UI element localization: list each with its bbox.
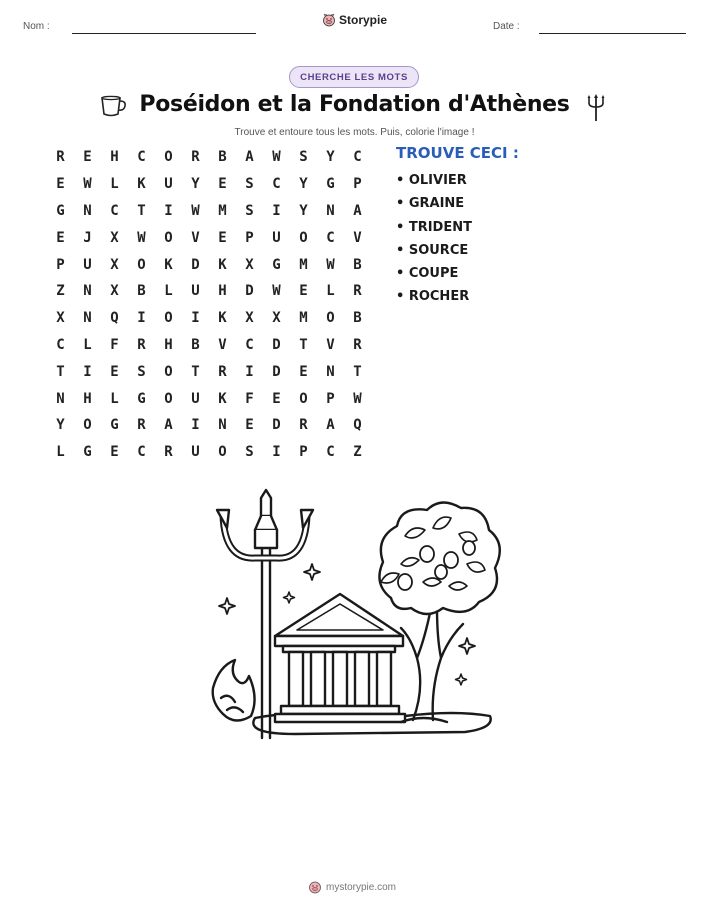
- grid-cell[interactable]: C: [272, 176, 281, 193]
- grid-cell[interactable]: G: [110, 417, 119, 434]
- grid-cell[interactable]: C: [326, 229, 335, 246]
- grid-cell[interactable]: W: [83, 176, 92, 193]
- grid-cell[interactable]: E: [218, 229, 227, 246]
- grid-cell[interactable]: U: [191, 444, 200, 461]
- grid-cell[interactable]: L: [110, 390, 119, 407]
- grid-cell[interactable]: C: [137, 444, 146, 461]
- grid-cell[interactable]: T: [353, 363, 362, 380]
- grid-cell[interactable]: U: [83, 256, 92, 273]
- pig-icon: [308, 880, 322, 894]
- grid-cell[interactable]: B: [137, 283, 146, 300]
- grid-cell[interactable]: B: [191, 336, 200, 353]
- grid-cell[interactable]: F: [245, 390, 254, 407]
- name-line[interactable]: [72, 33, 256, 34]
- grid-cell[interactable]: K: [137, 176, 146, 193]
- grid-cell[interactable]: T: [56, 363, 65, 380]
- word-list-item: • SOURCE: [396, 242, 469, 258]
- grid-cell[interactable]: M: [299, 256, 308, 273]
- grid-cell[interactable]: Z: [56, 283, 65, 300]
- grid-cell[interactable]: P: [326, 390, 335, 407]
- grid-cell[interactable]: O: [164, 390, 173, 407]
- grid-cell[interactable]: I: [137, 310, 146, 327]
- grid-cell[interactable]: H: [218, 283, 227, 300]
- grid-cell[interactable]: J: [83, 229, 92, 246]
- grid-cell[interactable]: Y: [299, 176, 308, 193]
- grid-cell[interactable]: R: [191, 149, 200, 166]
- grid-cell[interactable]: R: [56, 149, 65, 166]
- grid-cell[interactable]: N: [83, 310, 92, 327]
- grid-cell[interactable]: O: [164, 149, 173, 166]
- grid-cell[interactable]: U: [191, 390, 200, 407]
- grid-cell[interactable]: P: [299, 444, 308, 461]
- grid-cell[interactable]: K: [164, 256, 173, 273]
- grid-cell[interactable]: E: [83, 149, 92, 166]
- grid-cell[interactable]: D: [272, 417, 281, 434]
- brand-logo: [322, 13, 387, 27]
- grid-cell[interactable]: R: [353, 336, 362, 353]
- grid-cell[interactable]: E: [299, 283, 308, 300]
- grid-cell[interactable]: O: [164, 229, 173, 246]
- grid-cell[interactable]: D: [272, 336, 281, 353]
- grid-cell[interactable]: E: [299, 363, 308, 380]
- date-line[interactable]: [539, 33, 686, 34]
- grid-cell[interactable]: T: [137, 202, 146, 219]
- page-title: Poséidon et la Fondation d'Athènes: [139, 92, 570, 117]
- grid-cell[interactable]: R: [218, 363, 227, 380]
- grid-cell[interactable]: G: [83, 444, 92, 461]
- grid-cell[interactable]: I: [191, 417, 200, 434]
- grid-cell[interactable]: E: [110, 444, 119, 461]
- grid-cell[interactable]: G: [137, 390, 146, 407]
- grid-cell[interactable]: P: [353, 176, 362, 193]
- grid-cell[interactable]: A: [164, 417, 173, 434]
- grid-cell[interactable]: X: [110, 229, 119, 246]
- grid-cell[interactable]: W: [326, 256, 335, 273]
- grid-cell[interactable]: I: [83, 363, 92, 380]
- grid-cell[interactable]: N: [56, 390, 65, 407]
- grid-cell[interactable]: L: [56, 444, 65, 461]
- footer: [308, 880, 396, 894]
- grid-cell[interactable]: E: [56, 176, 65, 193]
- grid-cell[interactable]: A: [353, 202, 362, 219]
- word-list: [396, 172, 472, 312]
- grid-cell[interactable]: H: [83, 390, 92, 407]
- grid-cell[interactable]: I: [272, 444, 281, 461]
- brand-name: Storypie: [339, 13, 388, 27]
- grid-cell[interactable]: T: [191, 363, 200, 380]
- grid-cell[interactable]: G: [326, 176, 335, 193]
- grid-cell[interactable]: R: [137, 417, 146, 434]
- grid-cell[interactable]: O: [299, 390, 308, 407]
- grid-cell[interactable]: U: [272, 229, 281, 246]
- word-list-item: • ROCHER: [396, 289, 470, 305]
- grid-cell[interactable]: A: [245, 149, 254, 166]
- grid-cell[interactable]: H: [110, 149, 119, 166]
- grid-cell[interactable]: T: [299, 336, 308, 353]
- grid-cell[interactable]: S: [245, 176, 254, 193]
- grid-cell[interactable]: N: [83, 283, 92, 300]
- word-search-grid[interactable]: [47, 144, 373, 466]
- grid-cell[interactable]: Z: [353, 444, 362, 461]
- grid-cell[interactable]: W: [137, 229, 146, 246]
- grid-cell[interactable]: Y: [56, 417, 65, 434]
- instructions: Trouve et entoure tous les mots. Puis, colorie l'image !: [234, 127, 475, 138]
- trident-temple-olive-tree-illustration: [205, 488, 505, 750]
- grid-cell[interactable]: I: [272, 202, 281, 219]
- grid-cell[interactable]: R: [353, 283, 362, 300]
- category-badge: CHERCHE LES MOTS: [289, 66, 419, 88]
- grid-cell[interactable]: L: [83, 336, 92, 353]
- grid-cell[interactable]: B: [218, 149, 227, 166]
- grid-cell[interactable]: M: [218, 202, 227, 219]
- grid-cell[interactable]: R: [299, 417, 308, 434]
- grid-cell[interactable]: K: [218, 256, 227, 273]
- grid-cell[interactable]: E: [272, 390, 281, 407]
- grid-cell[interactable]: E: [56, 229, 65, 246]
- grid-cell[interactable]: C: [137, 149, 146, 166]
- grid-cell[interactable]: E: [218, 176, 227, 193]
- grid-cell[interactable]: O: [83, 417, 92, 434]
- grid-cell[interactable]: Y: [326, 149, 335, 166]
- grid-cell[interactable]: X: [56, 310, 65, 327]
- grid-cell[interactable]: O: [137, 256, 146, 273]
- grid-cell[interactable]: X: [245, 310, 254, 327]
- grid-cell[interactable]: C: [245, 336, 254, 353]
- grid-cell[interactable]: C: [326, 444, 335, 461]
- word-list-item: • COUPE: [396, 266, 459, 282]
- grid-cell[interactable]: X: [245, 256, 254, 273]
- word-list-item: • OLIVIER: [396, 173, 467, 188]
- grid-cell[interactable]: V: [326, 336, 335, 353]
- grid-cell[interactable]: P: [56, 256, 65, 273]
- grid-cell[interactable]: Q: [110, 310, 119, 327]
- grid-cell[interactable]: O: [299, 229, 308, 246]
- grid-cell[interactable]: P: [245, 229, 254, 246]
- grid-cell[interactable]: I: [245, 363, 254, 380]
- grid-cell[interactable]: E: [110, 363, 119, 380]
- grid-cell[interactable]: I: [164, 202, 173, 219]
- grid-cell[interactable]: K: [218, 390, 227, 407]
- grid-cell[interactable]: B: [353, 256, 362, 273]
- grid-cell[interactable]: S: [137, 363, 146, 380]
- grid-cell[interactable]: Y: [299, 202, 308, 219]
- grid-cell[interactable]: E: [245, 417, 254, 434]
- grid-cell[interactable]: G: [272, 256, 281, 273]
- grid-cell[interactable]: D: [272, 363, 281, 380]
- grid-cell[interactable]: C: [353, 149, 362, 166]
- grid-cell[interactable]: D: [245, 283, 254, 300]
- grid-cell[interactable]: R: [164, 444, 173, 461]
- grid-cell[interactable]: I: [191, 310, 200, 327]
- grid-cell[interactable]: G: [56, 202, 65, 219]
- grid-cell[interactable]: W: [272, 283, 281, 300]
- grid-cell[interactable]: N: [218, 417, 227, 434]
- word-list-item: • GRAINE: [396, 196, 465, 212]
- grid-cell[interactable]: L: [326, 283, 335, 300]
- grid-cell[interactable]: O: [164, 310, 173, 327]
- grid-cell[interactable]: F: [110, 336, 119, 353]
- grid-cell[interactable]: U: [191, 283, 200, 300]
- grid-cell[interactable]: O: [164, 363, 173, 380]
- grid-cell[interactable]: W: [191, 202, 200, 219]
- grid-cell[interactable]: S: [245, 202, 254, 219]
- grid-cell[interactable]: A: [326, 417, 335, 434]
- grid-cell[interactable]: L: [164, 283, 173, 300]
- date-label: Date :: [493, 21, 520, 32]
- grid-cell[interactable]: V: [218, 336, 227, 353]
- grid-cell[interactable]: R: [137, 336, 146, 353]
- grid-cell[interactable]: X: [110, 283, 119, 300]
- grid-cell[interactable]: W: [353, 390, 362, 407]
- grid-cell[interactable]: C: [56, 336, 65, 353]
- grid-cell[interactable]: B: [353, 310, 362, 327]
- grid-cell[interactable]: S: [245, 444, 254, 461]
- grid-cell[interactable]: K: [218, 310, 227, 327]
- grid-cell[interactable]: V: [191, 229, 200, 246]
- grid-cell[interactable]: N: [83, 202, 92, 219]
- grid-cell[interactable]: X: [110, 256, 119, 273]
- word-list-item: • TRIDENT: [396, 219, 472, 235]
- grid-cell[interactable]: C: [110, 202, 119, 219]
- pig-icon: [322, 13, 336, 27]
- grid-cell[interactable]: W: [272, 149, 281, 166]
- word-list-title: TROUVE CECI :: [396, 144, 519, 162]
- trident-icon: [585, 92, 607, 122]
- grid-cell[interactable]: O: [326, 310, 335, 327]
- grid-cell[interactable]: H: [164, 336, 173, 353]
- grid-cell[interactable]: O: [218, 444, 227, 461]
- grid-cell[interactable]: N: [326, 202, 335, 219]
- grid-cell[interactable]: Q: [353, 417, 362, 434]
- name-label: Nom :: [23, 21, 50, 32]
- grid-cell[interactable]: S: [299, 149, 308, 166]
- footer-url[interactable]: mystorypie.com: [326, 881, 397, 893]
- grid-cell[interactable]: V: [353, 229, 362, 246]
- grid-cell[interactable]: U: [164, 176, 173, 193]
- grid-cell[interactable]: D: [191, 256, 200, 273]
- grid-cell[interactable]: L: [110, 176, 119, 193]
- grid-cell[interactable]: X: [272, 310, 281, 327]
- grid-cell[interactable]: M: [299, 310, 308, 327]
- grid-cell[interactable]: Y: [191, 176, 200, 193]
- grid-cell[interactable]: N: [326, 363, 335, 380]
